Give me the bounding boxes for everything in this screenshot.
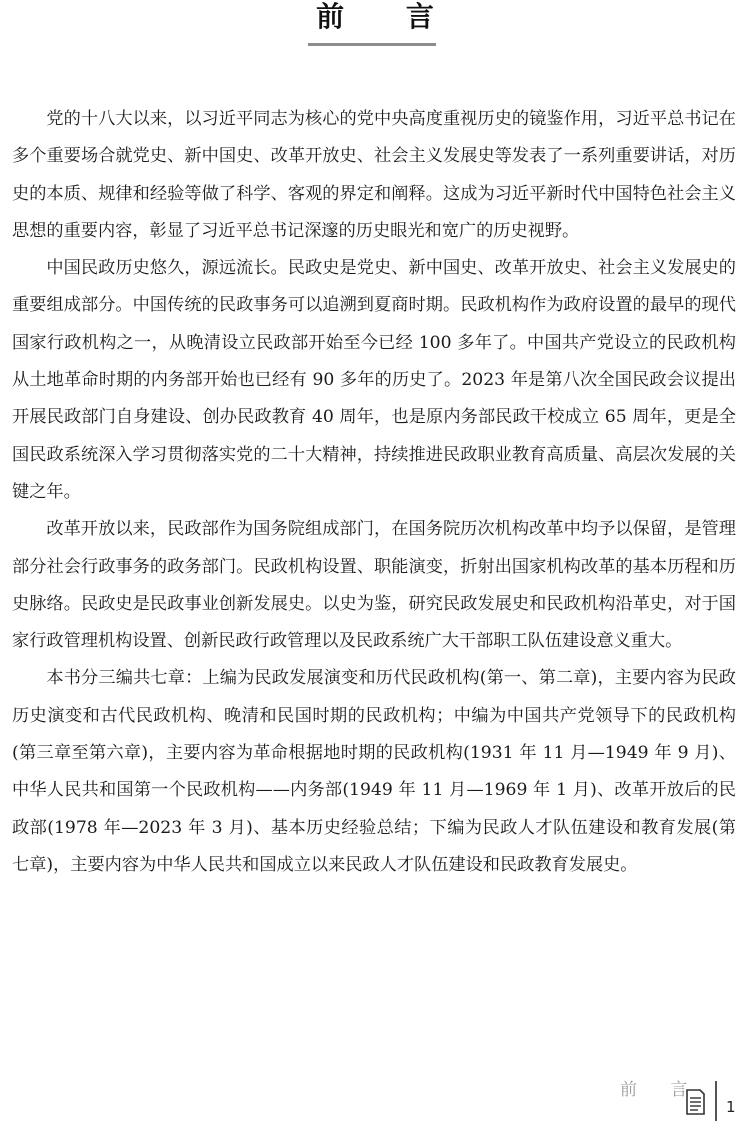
preface-body (12, 101, 736, 884)
paragraph-1: 党的十八大以来，以习近平同志为核心的党中央高度重视历史的镜鉴作用，习近平总书记在多个重要场合就党史、新中国史、改革开放史、社会主义发展史等发表了一系列重要讲话，对历史的本质、规律和经验等做了科学、客观的界定和阐释。这成为习近平新时代中国特色社会主义思想的重要内容，彰显了习近平总书记深邃的历史眼光和宽广的历史视野。 (12, 109, 736, 241)
book-page-icon (684, 1089, 706, 1115)
page-number: 1 (726, 1098, 736, 1116)
paragraph-3: 改革开放以来，民政部作为国务院组成部门，在国务院历次机构改革中均予以保留，是管理部分社会行政事务的政务部门。民政机构设置、职能演变，折射出国家机构改革的基本历程和历史脉络。民政史是民政事业创新发展史。以史为鉴，研究民政发展史和民政机构沿革史，对于国家行政管理机构设置、创新民政行政管理以及民政系统广大干部职工队伍建设意义重大。 (12, 519, 736, 652)
paragraph-2: 中国民政历史悠久，源远流长。民政史是党史、新中国史、改革开放史、社会主义发展史的重要组成部分。中国传统的民政事务可以追溯到夏商时期。民政机构作为政府设置的最早的现代国家行政机构之一，从晚清设立民政部开始至今已经 100 多年了。中国共产党设立的民政机构从土地革命时期的内务部开始也已经有 90 多年的历史了。2023 年是第八次全国民政会议提出开展民政部门自身建设、创办民政教育 40 周年，也是原内务部民政干校成立 65 周年，更是全国民政系统深入学习贯彻落实党的二十大精神，持续推进民政职业教育高质量、高层次发展的关键之年。 (12, 258, 736, 502)
footer-section-label: 前 言 (620, 1080, 702, 1100)
paragraph-4: 本书分三编共七章：上编为民政发展演变和历代民政机构(第一、第二章)，主要内容为民政历史演变和古代民政机构、晚清和民国时期的民政机构；中编为中国共产党领导下的民政机构(第三章至第六章)，主要内容为革命根据地时期的民政机构(1931 年 11 月—1949 年 9 月)、中华人民共和国第一个民政机构——内务部(1949 年 11 月—1969 年 1 月)、改革开放后的民政部(1978 年—2023 年 3 月)、基本历史经验总结；下编为民政人才队伍建设和教育发展(第七章)，主要内容为中华人民共和国成立以来民政人才队伍建设和民政教育发展史。 (12, 668, 736, 875)
title-underline (308, 43, 436, 46)
page-title: 前 言 (316, 0, 460, 33)
footer-divider (715, 1081, 717, 1121)
